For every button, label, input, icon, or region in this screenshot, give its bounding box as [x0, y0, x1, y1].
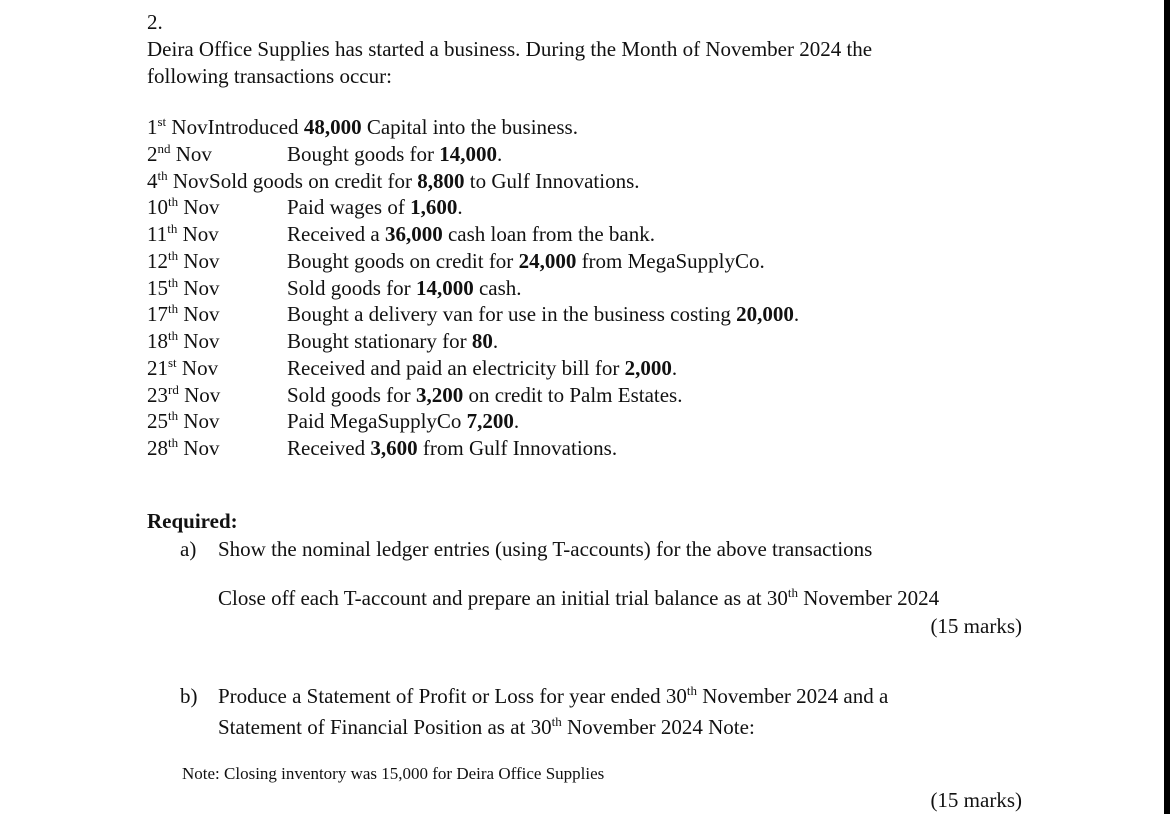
- transaction-date: [147, 436, 220, 461]
- transaction-description: [287, 195, 463, 219]
- transaction-description: [287, 302, 799, 326]
- required-heading: Required:: [147, 509, 238, 533]
- question-number: 2.: [147, 10, 163, 34]
- transaction-day: 17: [147, 302, 168, 327]
- transaction-amount: 3,200: [415, 382, 464, 407]
- transaction-day: 21: [147, 355, 168, 380]
- transaction-month: Nov: [177, 222, 219, 246]
- transaction-amount: 1,600: [410, 195, 458, 220]
- closing-inventory-note: Note: Closing inventory was 15,000 for Deira Office Supplies: [182, 764, 605, 783]
- intro-line-2: following transactions occur:: [147, 64, 392, 88]
- transaction-description: [287, 222, 655, 246]
- transaction-text: Received: [287, 436, 371, 460]
- part-b-label: b): [180, 684, 198, 708]
- transaction-month: Nov: [166, 115, 208, 139]
- transaction-day-suffix: th: [168, 408, 179, 424]
- transaction-date: [147, 383, 220, 408]
- transaction-text: Received and paid an electricity bill for: [287, 355, 625, 380]
- transaction-day: 10: [147, 195, 168, 220]
- transaction-day-suffix: th: [168, 301, 179, 317]
- part-b-line-1: [218, 682, 888, 710]
- intro-line-1: Deira Office Supplies has started a business. During the Month of November 2024 the: [147, 37, 873, 61]
- transaction-amount: 2,000: [624, 355, 672, 380]
- transaction-day: 2: [147, 141, 158, 166]
- transaction-date: [147, 169, 640, 194]
- transaction-text: .: [497, 141, 503, 166]
- transaction-amount: 14,000: [415, 275, 474, 300]
- transaction-text: Bought goods on credit for: [287, 248, 519, 273]
- part-a-close-sup: th: [787, 585, 799, 600]
- transaction-month: Nov: [178, 275, 220, 300]
- transaction-amount: 7,200: [466, 409, 514, 434]
- transaction-description-cell: [287, 222, 655, 247]
- transaction-description-cell: [287, 195, 463, 220]
- transaction-text: on credit to Palm Estates.: [463, 382, 683, 407]
- transaction-month: Nov: [176, 355, 219, 380]
- transaction-description: [287, 142, 502, 166]
- part-a-close-post: November 2024: [798, 586, 940, 610]
- transaction-day-suffix: st: [168, 354, 177, 370]
- transaction-amount: 36,000: [384, 222, 443, 246]
- transaction-day-suffix: th: [168, 274, 179, 290]
- transaction-month: Nov: [178, 329, 220, 353]
- transaction-amount: 8,800: [417, 168, 465, 193]
- transaction-text: Bought stationary for: [287, 329, 472, 353]
- part-a-text: Show the nominal ledger entries (using T-accounts) for the above transactions: [218, 537, 873, 561]
- transaction-text: Sold goods for: [287, 275, 416, 300]
- part-a-marks: (15 marks): [930, 614, 1022, 638]
- transaction-description: [209, 169, 639, 193]
- transaction-text: Sold goods on credit for: [209, 168, 418, 193]
- part-b-line-1-pre: Produce a Statement of Profit or Loss for year ended 30: [218, 684, 687, 708]
- transaction-description-cell: [287, 356, 677, 381]
- transaction-amount: 80: [471, 329, 493, 353]
- transaction-text: Introduced: [207, 115, 304, 139]
- transaction-day-suffix: th: [167, 221, 178, 236]
- transaction-day: 23: [147, 382, 168, 407]
- transaction-description: [287, 276, 522, 300]
- transaction-date: [147, 222, 219, 247]
- transaction-description: [287, 436, 617, 460]
- transaction-description-cell: [287, 383, 682, 408]
- part-b-line-2-pre: Statement of Financial Position as at 30: [218, 715, 552, 739]
- transaction-date: [147, 356, 218, 381]
- transaction-day: 25: [147, 409, 168, 434]
- transaction-month: Nov: [178, 436, 220, 460]
- part-b-marks: (15 marks): [930, 788, 1022, 812]
- transaction-date: [147, 329, 220, 354]
- part-b-line-2: [218, 713, 755, 741]
- part-b-line-2-post: November 2024 Note:: [561, 715, 755, 739]
- transaction-date: [147, 115, 578, 140]
- transaction-day: 15: [147, 275, 168, 300]
- transaction-text: Capital into the business.: [361, 115, 578, 139]
- transaction-day-suffix: th: [168, 328, 179, 343]
- transaction-date: [147, 409, 220, 434]
- transaction-description: [287, 383, 682, 407]
- transaction-amount: 3,600: [370, 436, 418, 460]
- transaction-day-suffix: st: [157, 114, 167, 129]
- transaction-date: [147, 195, 220, 220]
- transaction-month: Nov: [178, 195, 220, 220]
- transaction-text: Paid MegaSupplyCo: [287, 409, 467, 434]
- transaction-description: [208, 115, 578, 139]
- transaction-text: Paid wages of: [287, 195, 411, 220]
- transaction-description-cell: [287, 302, 799, 327]
- part-b-line-2-sup: th: [551, 714, 562, 729]
- transaction-description-cell: [287, 329, 498, 354]
- transaction-text: .: [492, 329, 499, 353]
- transaction-day: 1: [147, 115, 158, 139]
- transaction-amount: 20,000: [736, 302, 794, 327]
- transaction-text: cash.: [473, 275, 522, 300]
- transaction-text: Sold goods for: [287, 382, 416, 407]
- transaction-day-suffix: th: [168, 194, 179, 210]
- transaction-day: 11: [147, 222, 168, 246]
- transaction-day-suffix: rd: [168, 381, 179, 397]
- transaction-day-suffix: nd: [157, 140, 171, 156]
- part-b-line-1-post: November 2024 and a: [697, 684, 889, 708]
- transaction-day: 28: [147, 436, 168, 460]
- transaction-text: Bought goods for: [287, 141, 440, 166]
- transaction-text: to Gulf Innovations.: [464, 168, 640, 193]
- transaction-description: [287, 329, 498, 353]
- transaction-month: Nov: [167, 168, 210, 193]
- transaction-description: [287, 249, 765, 273]
- transaction-day: 4: [147, 168, 158, 193]
- transaction-description-cell: [287, 276, 522, 301]
- transaction-text: Bought a delivery van for use in the business costing: [287, 302, 737, 327]
- part-a-label: a): [180, 537, 197, 561]
- transaction-day-suffix: th: [157, 167, 168, 183]
- transaction-month: Nov: [178, 302, 220, 327]
- transaction-text: from Gulf Innovations.: [417, 436, 618, 460]
- transaction-text: Received a: [287, 222, 385, 246]
- transaction-amount: 24,000: [518, 248, 577, 273]
- transaction-description: [287, 409, 519, 433]
- transaction-day-suffix: th: [168, 435, 179, 450]
- part-a-close-pre: Close off each T-account and prepare an initial trial balance as at 30: [218, 586, 788, 610]
- transaction-day: 12: [147, 248, 168, 273]
- part-b-line-1-sup: th: [686, 683, 697, 698]
- transaction-text: .: [671, 355, 678, 380]
- transaction-text: .: [457, 195, 463, 220]
- transaction-description-cell: [287, 409, 519, 434]
- transaction-text: .: [793, 302, 800, 327]
- transaction-text: from MegaSupplyCo.: [576, 248, 765, 273]
- transaction-date: [147, 142, 212, 167]
- transaction-text: cash loan from the bank.: [442, 222, 655, 246]
- transaction-description-cell: [287, 142, 502, 167]
- transaction-description-cell: [287, 436, 617, 461]
- transaction-text: .: [513, 409, 520, 434]
- transaction-amount: 14,000: [439, 141, 497, 166]
- transaction-amount: 48,000: [303, 115, 362, 139]
- transaction-day: 18: [147, 329, 168, 353]
- transaction-month: Nov: [178, 409, 220, 434]
- transaction-date: [147, 302, 220, 327]
- transaction-date: [147, 249, 220, 274]
- transaction-day-suffix: th: [168, 247, 179, 263]
- transaction-month: Nov: [170, 141, 212, 166]
- transaction-month: Nov: [178, 248, 220, 273]
- transaction-date: [147, 276, 220, 301]
- transaction-description: [287, 356, 677, 380]
- transaction-month: Nov: [178, 382, 221, 407]
- transaction-description-cell: [287, 249, 765, 274]
- part-a-close-off: [218, 584, 939, 612]
